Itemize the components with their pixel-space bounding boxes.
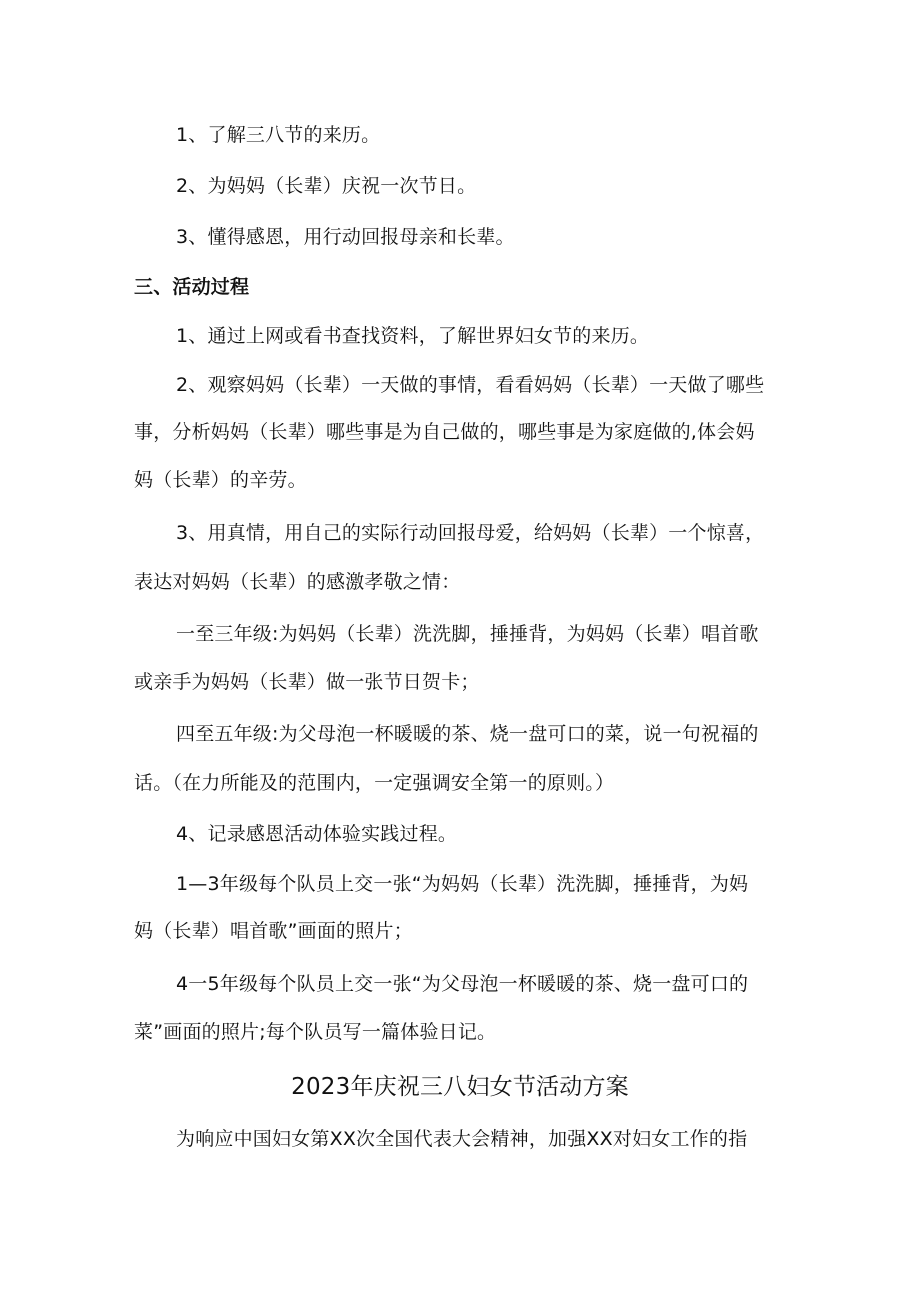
process-item-4: 4、记录感恩活动体验实践过程。: [176, 823, 458, 845]
photo-4-5-line-1: 4一5年级每个队员上交一张“为父母泡一杯暖暖的茶、烧一盘可口的: [176, 973, 749, 995]
intro-line-1: 为响应中国妇女第XX次全国代表大会精神，加强XX对妇女工作的指: [176, 1128, 748, 1150]
process-item-2-line-1: 2、观察妈妈（长辈）一天做的事情，看看妈妈（长辈）一天做了哪些: [176, 374, 765, 396]
grade-4-5-line-1: 四至五年级:为父母泡一杯暖暖的茶、烧一盘可口的菜，说一句祝福的: [176, 723, 759, 745]
grade-1-3-line-2: 或亲手为妈妈（长辈）做一张节日贺卡；: [134, 671, 480, 693]
goal-item-1: 1、了解三八节的来历。: [176, 124, 381, 146]
process-item-3-line-1: 3、用真情，用自己的实际行动回报母爱，给妈妈（长辈）一个惊喜，: [176, 522, 765, 544]
photo-1-3-line-1: 1—3年级每个队员上交一张“为妈妈（长辈）洗洗脚，捶捶背，为妈: [176, 873, 749, 895]
process-item-2-line-2: 事，分析妈妈（长辈）哪些事是为自己做的，哪些事是为家庭做的,体会妈: [134, 421, 755, 443]
grade-1-3-line-1: 一至三年级:为妈妈（长辈）洗洗脚，捶捶背，为妈妈（长辈）唱首歌: [176, 623, 759, 645]
process-item-1: 1、通过上网或看书查找资料，了解世界妇女节的来历。: [176, 325, 650, 347]
photo-1-3-line-2: 妈（长辈）唱首歌”画面的照片；: [134, 920, 413, 942]
process-item-3-line-2: 表达对妈妈（长辈）的感激孝敬之情：: [134, 571, 461, 593]
section-heading: 三、活动过程: [134, 276, 250, 298]
process-item-2-line-3: 妈（长辈）的辛劳。: [134, 469, 307, 491]
grade-4-5-line-2: 话。（在力所能及的范围内，一定强调安全第一的原则。）: [134, 772, 615, 794]
photo-4-5-line-2: 菜”画面的照片;每个队员写一篇体验日记。: [134, 1021, 497, 1043]
goal-item-2: 2、为妈妈（长辈）庆祝一次节日。: [176, 175, 477, 197]
goal-item-3: 3、懂得感恩，用行动回报母亲和长辈。: [176, 226, 515, 248]
document-title: 2023年庆祝三八妇女节活动方案: [291, 1074, 629, 1100]
